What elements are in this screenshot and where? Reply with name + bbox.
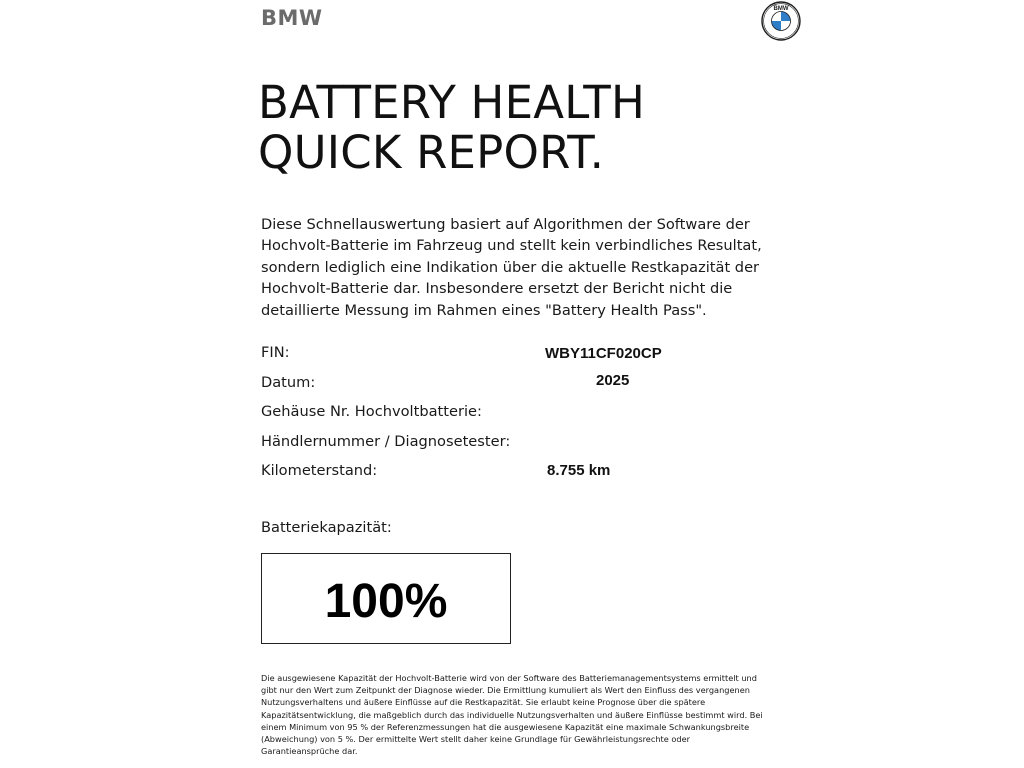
logo-lettering: BMW: [773, 5, 789, 12]
battery-capacity-label: Batteriekapazität:: [261, 519, 392, 536]
mileage-value: 8.755 km: [547, 462, 611, 479]
title-line-1: BATTERY HEALTH: [258, 76, 646, 129]
bmw-roundel-icon: [761, 1, 801, 41]
brand-wordmark: BMW: [261, 6, 323, 30]
intro-line: Hochvolt-Batterie dar. Insbesondere ersetzt der Bericht nicht die: [261, 280, 733, 298]
housing-number-label: Gehäuse Nr. Hochvoltbatterie:: [261, 403, 482, 420]
datum-label: Datum:: [261, 374, 316, 391]
report-title: [258, 78, 645, 178]
intro-line: sondern lediglich eine Indikation über die aktuelle Restkapazität der: [261, 258, 760, 276]
disclaimer-line: einem Minimum von 95 % der Referenzmessungen hat die ausgewiesene Kapazität eine maximale Schwankungsbreite: [261, 721, 750, 732]
disclaimer-line: Die ausgewiesene Kapazität der Hochvolt-Batterie wird von der Software des Batteriemanagementsystems ermittelt und: [261, 673, 757, 683]
disclaimer-text: [261, 672, 801, 757]
intro-line: Hochvolt-Batterie im Fahrzeug und stellt kein verbindliches Resultat,: [261, 237, 762, 255]
intro-line: detaillierte Messung im Rahmen eines "Battery Health Pass".: [261, 301, 707, 319]
intro-paragraph: [261, 214, 781, 321]
disclaimer-line: Garantieansprüche dar.: [261, 746, 358, 757]
fin-value: WBY11CF020CP: [545, 345, 662, 362]
title-line-2: QUICK REPORT.: [258, 126, 605, 179]
fin-label: FIN:: [261, 344, 290, 361]
disclaimer-line: gibt nur den Wert zum Zeitpunkt der Diagnose wieder. Die Ermittlung kumuliert als Wert den Einfluss des vergangenen: [261, 685, 750, 696]
intro-line: Diese Schnellauswertung basiert auf Algorithmen der Software der: [261, 216, 750, 233]
disclaimer-line: Kapazitätsentwicklung, die maßgeblich durch das individuelle Nutzungsverhalten und äußere Einflüsse bestimmt wird. Bei: [261, 709, 763, 720]
battery-capacity-box: [261, 553, 511, 644]
disclaimer-line: Nutzungsverhaltens und äußere Einflüsse auf die Restkapazität. Sie erlaubt keine Prognose über die spätere: [261, 697, 706, 708]
disclaimer-line: (Abweichung) von 5 %. Der ermittelte Wert stellt daher keine Grundlage für Gewährleistungsrechte oder: [261, 734, 690, 745]
battery-capacity-value: 100%: [324, 575, 448, 628]
dealer-number-label: Händlernummer / Diagnosetester:: [261, 433, 511, 450]
mileage-label: Kilometerstand:: [261, 462, 378, 479]
datum-value: 2025: [596, 372, 630, 389]
